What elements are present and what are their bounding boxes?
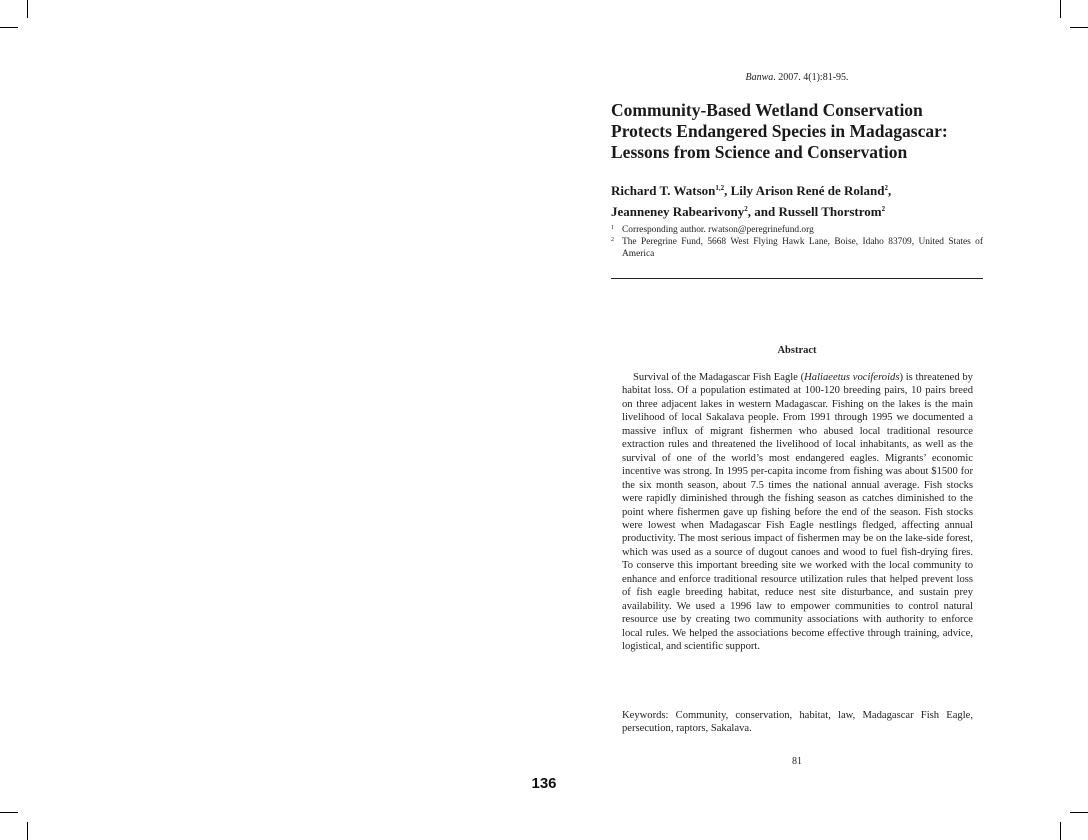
crop-mark [1070, 812, 1088, 813]
crop-mark [27, 822, 28, 840]
crop-mark [1070, 27, 1088, 28]
author-name: Richard T. Watson [611, 183, 716, 198]
journal-name: Banwa [745, 72, 774, 83]
abstract-text: Survival of the Madagascar Fish Eagle ( [633, 372, 805, 383]
author-separator: , [888, 183, 892, 198]
title-line: Community-Based Wetland Conservation [611, 100, 923, 120]
header-divider [611, 278, 983, 279]
crop-mark [1060, 0, 1061, 18]
affiliation-text: The Peregrine Fund, 5668 West Flying Hawk Lane, Boise, Idaho 83709, United States of America [622, 237, 983, 259]
crop-mark [0, 812, 18, 813]
affiliation-number: 2 [611, 237, 614, 243]
keywords: Keywords: Community, conservation, habitat, law, Madagascar Fish Eagle, persecution, raptors, Sakalava. [622, 710, 973, 735]
author-line [611, 179, 983, 200]
affiliation-item [611, 224, 983, 236]
author-name: Jeanneney Rabearivony [611, 204, 745, 219]
affiliation-text: Corresponding author. rwatson@peregrinefund.org [622, 225, 814, 235]
author-name: , Lily Arison René de Roland [724, 183, 885, 198]
affiliation-item [611, 236, 983, 260]
author-name: , and Russell Thorstrom [747, 204, 882, 219]
species-name: Haliaeetus vociferoids [804, 372, 900, 383]
journal-citation-rest: . 2007. 4(1):81-95. [773, 72, 849, 83]
author-affil-ref: 1,2 [715, 184, 725, 192]
crop-mark [1060, 822, 1061, 840]
sheet-number: 136 [531, 775, 557, 792]
crop-mark [0, 27, 18, 28]
abstract-text: ) is threatened by habitat loss. Of a population estimated at 100-120 breeding pairs, 10 pairs breed on three adjacent lakes in western Madagascar. Fishing on the lakes is the main livelihood of local Sakalava people. From 1991 through 1995 we documented a massive influx of migrant fishermen who abused local traditional resource extraction rules and threatened the livelihood of local inhabitants, as well as the survival of one of the world’s most endangered eagles. Migrants’ economic incentive was strong. In 1995 per-capita income from fishing was about $1500 for the six month season, about 7.5 times the national annual average. Fish stocks were rapidly diminished through the fishing season as catches diminished to the point where fishermen gave up fishing before the end of the season. Fish stocks were lowest when Madagascar Fish Eagle nestlings fledged, affecting annual productivity. The most serious impact of fishermen may be on the lake-side forest, which was used as a source of dugout canoes and wood to fuel fish-drying fires. To conserve this important breeding site we worked with the local community to enhance and enforce traditional resource utilization rules that helped prevent loss of fish eagle breeding habitat, reduce nest site disturbance, and sustain prey availability. We used a 1996 law to empower communities to control natural resource use by creating two community associations with authority to enforce local rules. We helped the associations become effective through training, advice, logistical, and scientific support. [622, 372, 973, 653]
abstract-body [622, 371, 973, 654]
author-affil-ref: 2 [744, 205, 748, 213]
author-list [611, 179, 983, 221]
title-line: Protects Endangered Species in Madagascar: [611, 121, 948, 141]
crop-mark [27, 0, 28, 18]
abstract-heading: Abstract [777, 345, 817, 356]
page-number: 81 [792, 756, 802, 767]
title-line: Lessons from Science and Conservation [611, 142, 908, 162]
journal-citation [611, 72, 983, 83]
paper-title [611, 100, 983, 163]
affiliations [611, 224, 983, 260]
affiliation-number: 1 [611, 225, 614, 231]
author-affil-ref: 2 [884, 184, 888, 192]
author-line [611, 200, 983, 221]
author-affil-ref: 2 [881, 205, 886, 213]
